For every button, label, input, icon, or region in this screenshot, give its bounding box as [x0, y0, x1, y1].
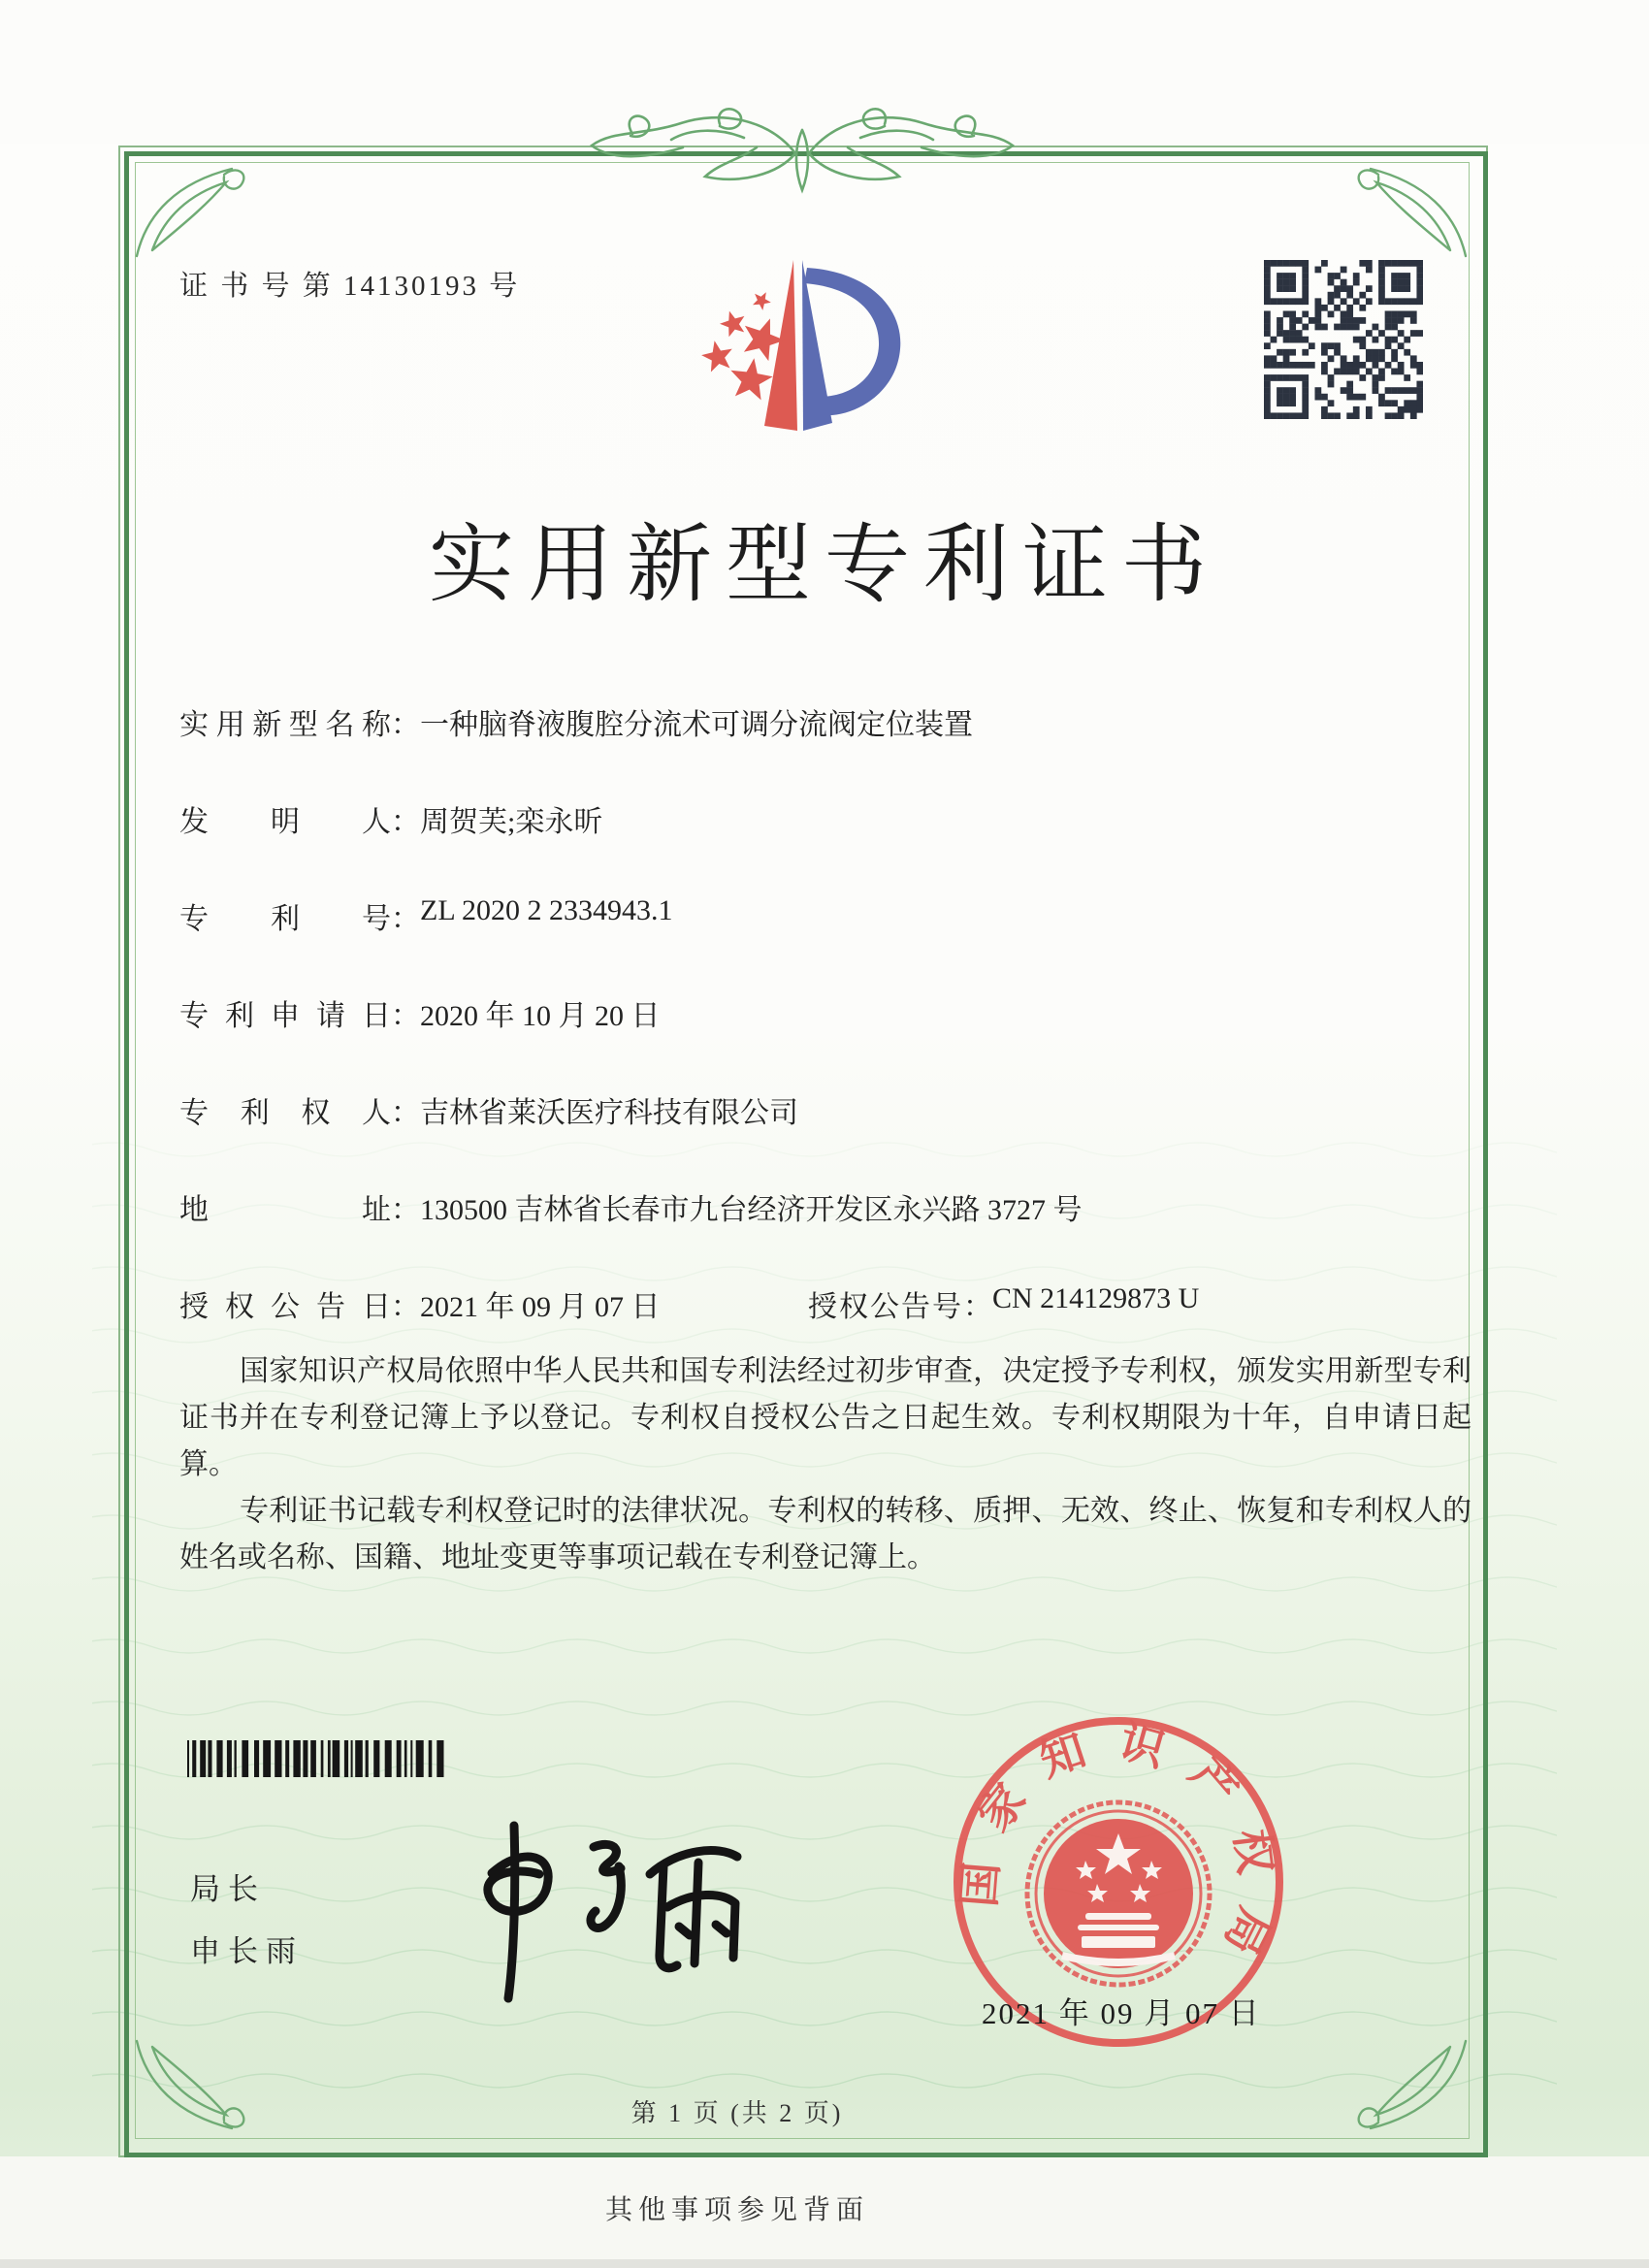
field-grant-row [179, 1282, 1470, 1325]
label-colon: ： [391, 1000, 420, 1032]
field-label: 实用新型名称 [179, 709, 391, 741]
director-name: 申长雨 [190, 1934, 304, 1968]
page-indicator: 第 1 页 (共 2 页) [630, 2099, 844, 2127]
logo-star [730, 358, 772, 400]
field-label-grant-date: 授权公告日 [179, 1291, 391, 1323]
field-label-grant-number: 授权公告号 [808, 1291, 963, 1323]
corner-ornament-top-left [131, 155, 257, 262]
label-colon: ： [391, 709, 420, 741]
field-label: 专利权人 [179, 1097, 391, 1129]
field-utility-model-name [179, 700, 973, 743]
ornament-right-half [809, 109, 1013, 178]
field-value: 周贺芙;栾永昕 [420, 806, 603, 838]
back-side-note: 其他事项参见背面 [604, 2195, 869, 2225]
ornament-left-half [592, 109, 795, 178]
field-application-date [179, 991, 661, 1034]
field-value: 130500 吉林省长春市九台经济开发区永兴路 3727 号 [420, 1194, 1083, 1226]
logo-star [720, 311, 744, 338]
field-label: 发明人 [179, 806, 391, 838]
field-patent-number [179, 894, 673, 937]
director-signature [438, 1810, 759, 2004]
barcode [187, 1740, 447, 1777]
certificate-title: 实用新型专利证书 [428, 519, 1220, 613]
certificate-number: 证 书 号 第 14130193 号 [179, 271, 521, 302]
field-value: 吉林省莱沃医疗科技有限公司 [420, 1097, 798, 1129]
label-colon: ： [391, 1194, 420, 1226]
field-value-grant-date: 2021 年 09 月 07 日 [420, 1291, 661, 1323]
top-ornament [574, 89, 1030, 198]
field-label: 专利申请日 [179, 1000, 391, 1032]
field-inventor [179, 797, 602, 840]
legal-paragraph-2: 专利证书记载专利权登记时的法律状况。专利权的转移、质押、无效、终止、恢复和专利权人的姓名或名称、国籍、地址变更等事项记载在专利登记簿上。 [179, 1495, 1471, 1573]
label-colon: ： [391, 1291, 420, 1323]
cnipa-logo [679, 250, 922, 444]
field-label: 地址 [179, 1194, 391, 1226]
legal-paragraph-1: 国家知识产权局依照中华人民共和国专利法经过初步审查，决定授予专利权，颁发实用新型专利证书并在专利登记簿上予以登记。专利权自授权公告之日起生效。专利权期限为十年，自申请日起算。 [179, 1355, 1471, 1480]
director-title: 局长 [190, 1872, 266, 1906]
field-value: 2020 年 10 月 20 日 [420, 1000, 661, 1032]
field-patentee [179, 1088, 798, 1131]
field-address [179, 1185, 1083, 1228]
label-colon: ： [391, 806, 420, 838]
qr-code [1264, 260, 1423, 419]
seal-national-emblem [1027, 1802, 1210, 1985]
field-label: 专利号 [179, 903, 391, 935]
seal-date: 2021 年 09 月 07 日 [982, 1996, 1261, 2030]
field-grant-number [808, 1282, 1199, 1325]
scan-edge [0, 2259, 1649, 2268]
corner-ornament-top-right [1345, 155, 1471, 262]
ornament-center-leaf [796, 130, 808, 190]
field-value: 一种脑脊液腹腔分流术可调分流阀定位装置 [420, 709, 973, 741]
legal-text [179, 1348, 1471, 1581]
field-value: ZL 2020 2 2334943.1 [420, 894, 673, 926]
field-value-grant-number: CN 214129873 U [992, 1282, 1200, 1314]
logo-star [701, 340, 732, 372]
logo-star [753, 292, 771, 310]
label-colon: ： [391, 1097, 420, 1129]
label-colon: ： [391, 903, 420, 935]
label-colon: ： [963, 1291, 992, 1323]
seal-ring-text: 国家知识产权局 [954, 1716, 1284, 1988]
